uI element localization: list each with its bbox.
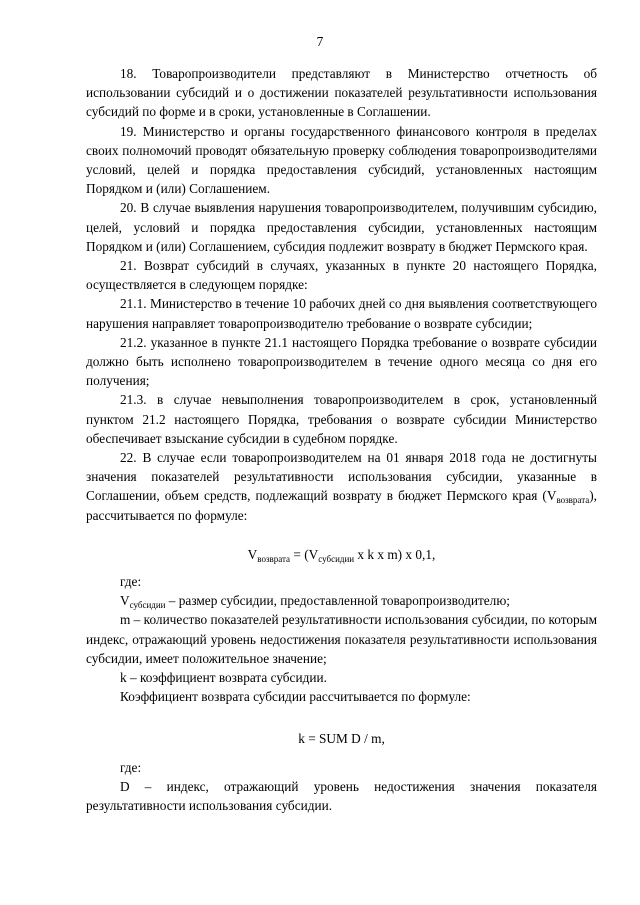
paragraph-21-2: 21.2. указанное в пункте 21.1 настоящего Порядка требование о возврате субсидии должно быть исполнено товаропроизводителем в течение одного месяца со дня его получения; [86, 334, 597, 389]
formula-refund-eq: = (V [290, 546, 319, 562]
coefficient-intro: Коэффициент возврата субсидии рассчитывается по формуле: [120, 689, 471, 705]
definition-v-subsidy-symbol: V [120, 593, 130, 609]
page-number: 7 [316, 34, 324, 49]
paragraph-22-subscript: возврата [556, 495, 590, 506]
paragraph-21-3: 21.3. в случае невыполнения товаропроизводителем в срок, установленный пунктом 21.2 настоящего Порядка, требования о возврате субсидии Министерство обеспечивает взыскание субсидии в судебном порядке. [86, 392, 597, 446]
where-label-2: где: [120, 759, 142, 775]
paragraph-21: 21. Возврат субсидий в случаях, указанных в пункте 20 настоящего Порядка, осуществляется в следующем порядке: [86, 258, 597, 293]
formula-refund [86, 525, 597, 572]
paragraph-22 [86, 448, 597, 525]
paragraph-22-text: 22. В случае если товаропроизводителем на 01 января 2018 года не достигнуты значения показателей результативности использования субсидии, указанные в Соглашении, объем средств, подлежащий возврату в бюджет Пермского края (V [86, 450, 597, 504]
where-label-1: где: [120, 574, 142, 590]
definition-m: m – количество показателей результативности использования субсидии, по которым индекс, отражающий уровень недостижения показателя результативности использования субсидии, имеет положительное значение; [86, 612, 597, 666]
definition-v-subsidy-text: – размер субсидии, предоставленной товаропроизводителю; [165, 593, 510, 609]
formula-coefficient: k = SUM D / m, [298, 730, 385, 746]
paragraph-19: 19. Министерство и органы государственного финансового контроля в пределах своих полномочий проводят обязательную проверку соблюдения товаропроизводителями условий, целей и порядка предоставления субсидий, установленных настоящим Порядком и (или) Соглашением. [86, 123, 597, 197]
formula-refund-v-subscript: возврата [257, 553, 291, 564]
formula-refund-v: V [247, 546, 258, 562]
paragraph-22-tail: ), рассчитывается по формуле: [86, 488, 597, 523]
formula-refund-inner-subscript: субсидии [318, 553, 355, 564]
definition-v-subsidy [86, 591, 597, 610]
definition-v-subsidy-subscript: субсидии [129, 600, 166, 611]
paragraph-21-1: 21.1. Министерство в течение 10 рабочих дней со дня выявления соответствующего нарушения направляет товаропроизводителю требование о возврате субсидии; [86, 296, 597, 331]
paragraph-18: 18. Товаропроизводители представляют в Министерство отчетность об использовании субсидий и о достижении показателей результативности использования субсидий по форме и в сроки, установленные в Соглашении. [86, 66, 597, 120]
document-body [86, 64, 597, 815]
definition-k: k – коэффициент возврата субсидии. [120, 670, 327, 686]
formula-refund-rest: x k x m) x 0,1, [354, 546, 436, 562]
paragraph-20: 20. В случае выявления нарушения товаропроизводителем, получившим субсидию, целей, условий и порядка предоставления субсидии, установленных настоящим Порядком и (или) Соглашением, субсидия подлежит возврату в бюджет Пермского края. [86, 200, 597, 254]
definition-d: D – индекс, отражающий уровень недостижения значения показателя результативности использования субсидии. [86, 778, 597, 814]
